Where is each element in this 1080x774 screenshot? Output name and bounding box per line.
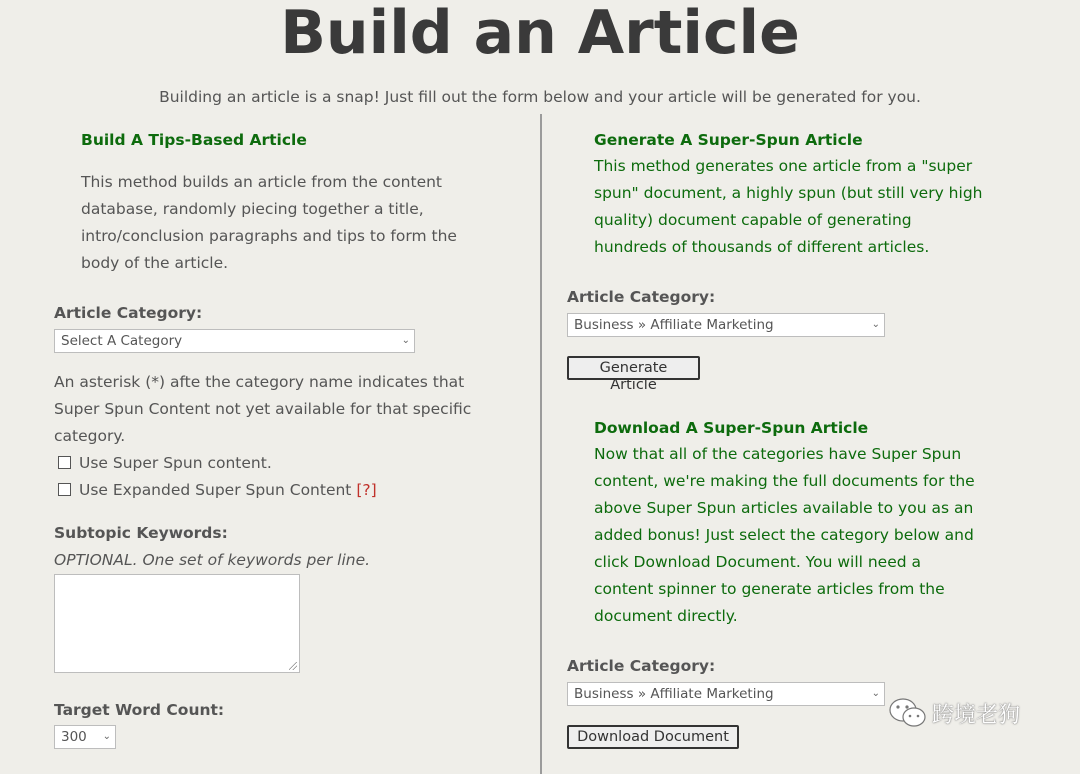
resize-handle[interactable] [289, 662, 297, 670]
description-line: above Super Spun articles available to you as an [594, 499, 974, 517]
left-category-select[interactable] [54, 329, 415, 353]
description-line: This method builds an article from the content [81, 173, 443, 191]
note-line: category. [54, 427, 126, 445]
download-category-select-value: Business » Affiliate Marketing [574, 686, 774, 702]
chevron-down-icon: ⌄ [401, 335, 410, 346]
page-intro: Building an article is a snap! Just fill out the form below and your article will be generated for you. [159, 88, 921, 106]
generate-article-button[interactable]: Generate Article [567, 356, 700, 380]
chevron-down-icon: ⌄ [871, 319, 880, 330]
column-divider [540, 114, 542, 774]
subtopic-keywords-hint: OPTIONAL. One set of keywords per line. [54, 551, 371, 569]
generate-category-label: Article Category: [567, 288, 716, 306]
download-category-label: Article Category: [567, 657, 716, 675]
chevron-down-icon: ⌄ [102, 731, 111, 742]
description-line: document directly. [594, 607, 738, 625]
watermark [888, 695, 1020, 731]
super-spun-checkbox-label: Use Super Spun content. [79, 454, 272, 472]
note-line: Super Spun Content not yet available for that specific [54, 400, 472, 418]
word-count-label: Target Word Count: [54, 701, 225, 719]
left-category-label: Article Category: [54, 304, 203, 322]
tips-article-description [81, 169, 511, 277]
left-category-select-value: Select A Category [61, 333, 183, 349]
wechat-icon [888, 696, 928, 730]
expanded-super-spun-row [79, 477, 377, 504]
help-link[interactable]: [?] [356, 481, 377, 499]
description-line: content spinner to generate articles from the [594, 580, 945, 598]
subtopic-keywords-textarea[interactable] [54, 574, 300, 673]
description-line: spun" document, a highly spun (but still very high [594, 184, 983, 202]
download-description [594, 441, 1034, 630]
generate-description [594, 153, 1034, 261]
tips-article-heading: Build A Tips-Based Article [81, 131, 307, 149]
description-line: quality) document capable of generating [594, 211, 912, 229]
generate-heading: Generate A Super-Spun Article [594, 131, 863, 149]
expanded-super-spun-checkbox-label: Use Expanded Super Spun Content [79, 481, 352, 499]
word-count-select[interactable] [54, 725, 116, 749]
expanded-super-spun-checkbox[interactable] [58, 483, 71, 496]
description-line: content, we're making the full documents for the [594, 472, 975, 490]
description-line: This method generates one article from a "super [594, 157, 973, 175]
super-spun-checkbox[interactable] [58, 456, 71, 469]
page-title: Build an Article [280, 0, 800, 68]
download-category-select[interactable] [567, 682, 885, 706]
note-line: An asterisk (*) afte the category name indicates that [54, 373, 465, 391]
generate-category-select[interactable] [567, 313, 885, 337]
description-line: body of the article. [81, 254, 229, 272]
word-count-value: 300 [61, 729, 87, 745]
chevron-down-icon: ⌄ [871, 688, 880, 699]
watermark-text: 跨境老狗 [932, 702, 1021, 728]
asterisk-note [54, 369, 524, 450]
generate-category-select-value: Business » Affiliate Marketing [574, 317, 774, 333]
description-line: click Download Document. You will need a [594, 553, 922, 571]
download-document-button[interactable]: Download Document [567, 725, 739, 749]
description-line: intro/conclusion paragraphs and tips to form the [81, 227, 457, 245]
download-heading: Download A Super-Spun Article [594, 419, 869, 437]
description-line: database, randomly piecing together a title, [81, 200, 424, 218]
description-line: added bonus! Just select the category below and [594, 526, 974, 544]
description-line: Now that all of the categories have Super Spun [594, 445, 962, 463]
description-line: hundreds of thousands of different articles. [594, 238, 930, 256]
subtopic-keywords-label: Subtopic Keywords: [54, 524, 228, 542]
